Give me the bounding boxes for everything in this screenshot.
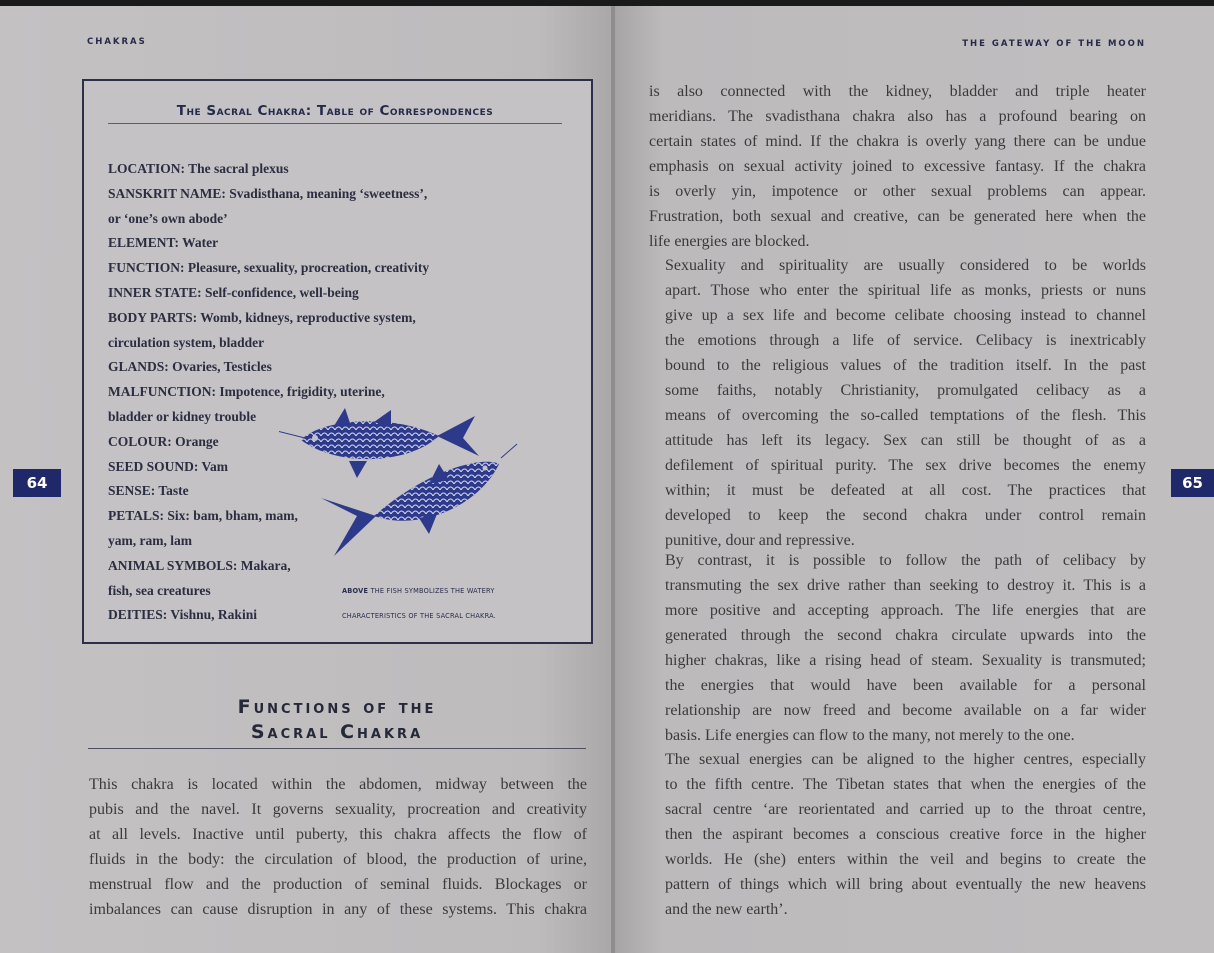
text-line: menstrual flow and the production of seminal fluids. Blockages or xyxy=(89,876,587,893)
text-line: bound to the religious values of the tradition itself. In the past xyxy=(665,357,1146,374)
text-line: to the fifth centre. The Tibetan states that when the energies of the xyxy=(665,776,1146,793)
list-item: fish, sea creatures xyxy=(108,582,211,598)
text-line: pattern of things which will bring about eventually the new heavens xyxy=(665,876,1146,893)
body-paragraph-3 xyxy=(649,548,1146,748)
section-heading-line-2: Sacral Chakra xyxy=(250,721,424,743)
text-line: attitude has left its legacy. Sex can still be thought of as a xyxy=(665,432,1146,449)
list-item: bladder or kidney trouble xyxy=(108,408,257,424)
list-item: ELEMENT: Water xyxy=(108,235,219,251)
text-line: some faiths, notably Christianity, promulgated celibacy as a xyxy=(665,382,1146,399)
fish-illustration xyxy=(279,406,539,576)
text-line: and the new earth’. xyxy=(665,901,788,918)
text-line: generated through the second chakra circulate upwards into the xyxy=(665,627,1146,644)
fish-lower-icon xyxy=(321,444,517,556)
list-item: INNER STATE: Self-confidence, well-being xyxy=(108,284,359,300)
text-line: This chakra is located within the abdomen, midway between the xyxy=(89,776,587,793)
text-line: meridians. The svadisthana chakra also has a profound bearing on xyxy=(649,108,1146,125)
caption-line-2: CHARACTERISTICS OF THE SACRAL CHAKRA. xyxy=(342,612,496,620)
text-line: basis. Life energies can flow to the many, not merely to the one. xyxy=(665,727,1075,744)
list-item: SEED SOUND: Vam xyxy=(108,458,229,474)
caption-lead: ABOVE xyxy=(342,587,369,595)
text-line: imbalances can cause disruption in any of these systems. This chakra xyxy=(89,901,587,918)
text-line: fluids in the body: the circulation of blood, the production of urine, xyxy=(89,851,587,868)
list-item: or ‘one’s own abode’ xyxy=(108,210,228,226)
heading-rule xyxy=(88,748,586,749)
caption-line-1: THE FISH SYMBOLIZES THE WATERY xyxy=(370,587,495,595)
text-line: within; it must be defeated at all cost. The practices that xyxy=(665,482,1146,499)
text-line: sacral centre ‘are reorientated and carried up to the throat centre, xyxy=(665,801,1146,818)
text-line: give up a sex life and become celibate choosing instead to channel xyxy=(665,307,1146,324)
section-heading-line-1: Functions of the xyxy=(237,696,437,718)
list-item: MALFUNCTION: Impotence, frigidity, uterine, xyxy=(108,384,385,400)
text-line: The sexual energies can be aligned to the higher centres, especially xyxy=(665,751,1146,768)
right-page xyxy=(615,6,1214,953)
correspondences-box xyxy=(82,79,593,644)
list-item: LOCATION: The sacral plexus xyxy=(108,161,289,176)
box-title: The Sacral Chakra: Table of Correspondences xyxy=(108,103,562,124)
text-line: Frustration, both sexual and creative, can be generated here when the xyxy=(649,208,1146,225)
text-line: life energies are blocked. xyxy=(649,233,810,250)
left-page xyxy=(0,6,613,953)
list-item: SENSE: Taste xyxy=(108,483,189,499)
list-item: COLOUR: Orange xyxy=(108,433,219,449)
list-item: circulation system, bladder xyxy=(108,334,265,350)
text-line: punitive, dour and repressive. xyxy=(665,532,855,549)
text-line: relationship are now freed and become available on a far wider xyxy=(665,702,1146,719)
list-item: FUNCTION: Pleasure, sexuality, procreation, creativity xyxy=(108,260,430,276)
text-line: worlds. He (she) enters within the veil and begins to create the xyxy=(665,851,1146,868)
text-line: more positive and accepting approach. The life energies that are xyxy=(665,602,1146,619)
list-item: BODY PARTS: Womb, kidneys, reproductive system, xyxy=(108,309,416,325)
text-line: is overly yin, impotence or other sexual problems can appear. xyxy=(649,183,1146,200)
body-paragraph-1 xyxy=(649,79,1146,254)
text-line: higher chakras, like a rising head of steam. Sexuality is transmuted; xyxy=(665,652,1146,669)
list-item: PETALS: Six: bam, bham, mam, xyxy=(108,508,298,524)
body-paragraph-4 xyxy=(649,747,1146,922)
list-item: GLANDS: Ovaries, Testicles xyxy=(108,359,272,375)
text-line: is also connected with the kidney, bladder and triple heater xyxy=(649,83,1146,100)
text-line: the energies that would have been available for a personal xyxy=(665,677,1146,694)
book-spread xyxy=(0,6,1214,953)
page-number-tab-left: 64 xyxy=(13,469,61,497)
text-line: means of overcoming the so-called temptations of the flesh. This xyxy=(665,407,1146,424)
text-line: transmuting the sex drive rather than seeking to destroy it. This is a xyxy=(665,577,1146,594)
page-number-tab-right: 65 xyxy=(1171,469,1214,497)
body-paragraph-left xyxy=(89,772,587,922)
body-paragraph-2 xyxy=(649,253,1146,553)
list-item: yam, ram, lam xyxy=(108,532,192,548)
fish-upper-icon xyxy=(279,408,479,478)
text-line: developed to keep the second chakra under control remain xyxy=(665,507,1146,524)
text-line: certain states of mind. If the chakra is overly yang there can be undue xyxy=(649,133,1146,150)
text-line: By contrast, it is possible to follow the path of celibacy by xyxy=(665,552,1146,569)
text-line: the emotions through a life of service. Celibacy is inextricably xyxy=(665,332,1146,349)
list-item: SANSKRIT NAME: Svadisthana, meaning ‘sweetness’, xyxy=(108,185,428,201)
running-head-left: CHAKRAS xyxy=(87,37,147,47)
list-item: DEITIES: Vishnu, Rakini xyxy=(108,607,257,623)
text-line: emphasis on sexual activity joined to excessive fantasy. If the chakra xyxy=(649,158,1146,175)
text-line: then the aspirant becomes a conscious creative force in the higher xyxy=(665,826,1146,843)
text-line: pubis and the navel. It governs sexuality, procreation and creativity xyxy=(89,801,587,818)
text-line: Sexuality and spirituality are usually considered to be worlds xyxy=(665,257,1146,274)
running-head-right: THE GATEWAY OF THE MOON xyxy=(962,39,1146,49)
illustration-caption xyxy=(342,579,572,629)
text-line: at all levels. Inactive until puberty, this chakra affects the flow of xyxy=(89,826,587,843)
text-line: apart. Those who enter the spiritual life as monks, priests or nuns xyxy=(665,282,1146,299)
text-line: defilement of spiritual purity. The sex drive becomes the enemy xyxy=(665,457,1146,474)
list-item: ANIMAL SYMBOLS: Makara, xyxy=(108,557,291,573)
